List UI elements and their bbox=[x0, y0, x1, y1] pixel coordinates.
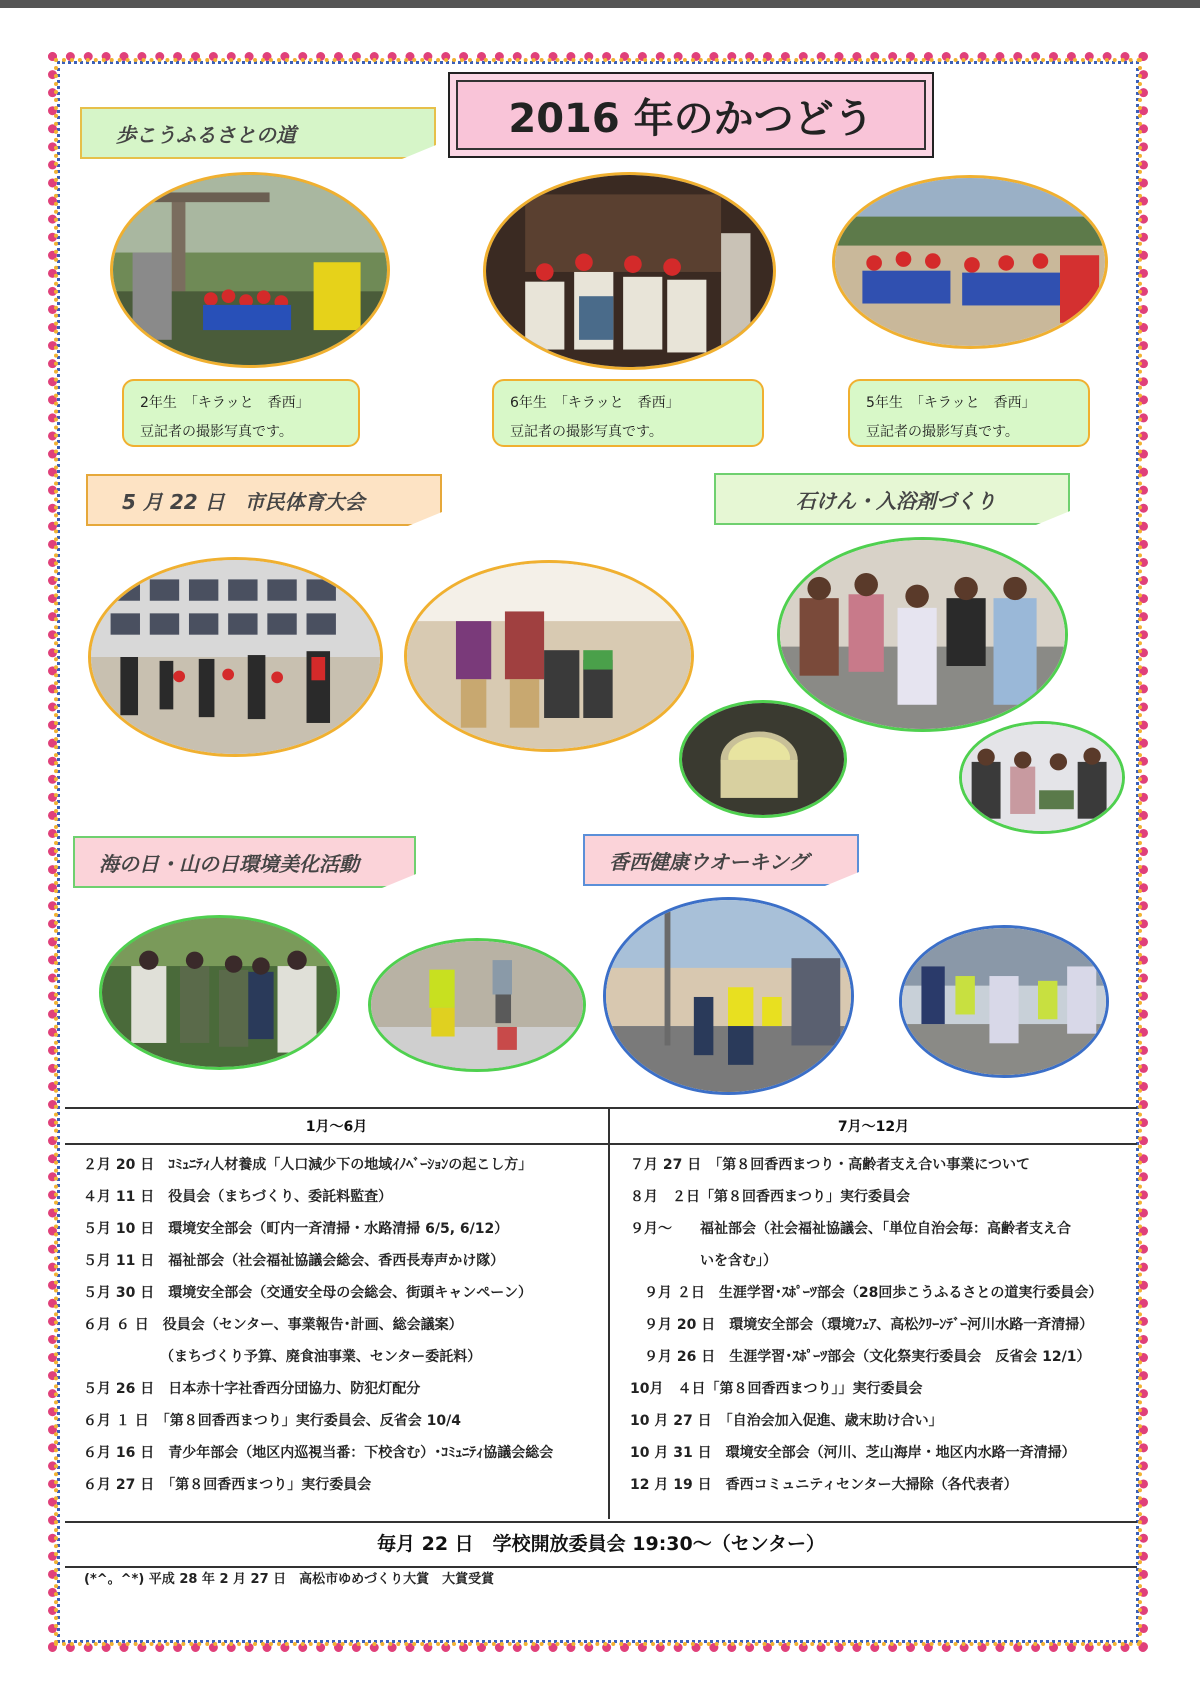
schedule-row: ５月 10 日 環境安全部会（町内一斉清掃・水路清掃 6/5, 6/12） bbox=[83, 1221, 509, 1237]
schedule-row: 10 月 27 日 「自治会加入促進、歳末助け合い」 bbox=[630, 1413, 943, 1429]
section-label-walking: 香西健康ウオーキング bbox=[583, 834, 859, 886]
schedule-row: 10 月 31 日 環境安全部会（河川、芝山海岸・地区内水路一斉清掃） bbox=[630, 1445, 1076, 1461]
schedule-row: ４月 11 日 役員会（まちづくり、委託料監査） bbox=[83, 1189, 393, 1205]
photo-furusato-2 bbox=[483, 172, 776, 370]
photo-sekken-2 bbox=[679, 700, 847, 818]
schedule-row: （まちづくり予算、廃食油事業、センター委託料） bbox=[83, 1349, 482, 1365]
photo-bika-2 bbox=[368, 938, 586, 1072]
caption-line2: 豆記者の撮影写真です。 bbox=[510, 424, 663, 440]
photo-walking-1 bbox=[603, 897, 854, 1095]
caption-line2: 豆記者の撮影写真です。 bbox=[140, 424, 293, 440]
photo-sekken-1 bbox=[777, 537, 1068, 732]
schedule-header-right: 7月～12月 bbox=[610, 1109, 1137, 1145]
award-note: (*^。^*) 平成 28 年 2 月 27 日 高松市ゆめづくり大賞 大賞受賞 bbox=[84, 1572, 495, 1587]
schedule-row: ５月 11 日 福祉部会（社会福祉協議会総会、香西長寿声かけ隊） bbox=[83, 1253, 505, 1269]
schedule-row: ５月 30 日 環境安全部会（交通安全母の会総会、街頭キャンペーン） bbox=[83, 1285, 532, 1301]
schedule-row: ９月 20 日 環境安全部会（環境ﾌｪｱ、高松ｸﾘｰﾝﾃﾞｰ河川水路一斉清掃） bbox=[630, 1317, 1094, 1333]
caption-line1: 2年生 「キラッと 香西」 bbox=[140, 395, 310, 411]
schedule-row: ６月 16 日 青少年部会（地区内巡視当番：下校含む）･ｺﾐｭﾆﾃｨ協議会総会 bbox=[83, 1445, 554, 1461]
top-bar bbox=[0, 0, 1200, 8]
schedule-list-left bbox=[65, 1145, 608, 1501]
photo-furusato-3 bbox=[832, 175, 1108, 349]
schedule-row: ５月 26 日 日本赤十字社香西分団協力、防犯灯配分 bbox=[83, 1381, 421, 1397]
caption-grade2 bbox=[122, 379, 360, 447]
photo-walking-2 bbox=[899, 925, 1109, 1078]
caption-line1: 5年生 「キラッと 香西」 bbox=[866, 395, 1036, 411]
schedule-list-right bbox=[610, 1145, 1137, 1501]
caption-grade6 bbox=[492, 379, 764, 447]
schedule-row: ６月 ６ 日 役員会（センター、事業報告･計画、総会議案） bbox=[83, 1317, 463, 1333]
schedule-row: 12 月 19 日 香西コミュニティセンター大掃除（各代表者） bbox=[630, 1477, 1018, 1493]
schedule-header-left: 1月～6月 bbox=[65, 1109, 608, 1145]
photo-taiikutaikai-1 bbox=[88, 557, 383, 757]
schedule-row: ８月 ２日「第８回香西まつり」実行委員会 bbox=[630, 1189, 910, 1205]
photo-taiikutaikai-2 bbox=[404, 560, 694, 752]
schedule-row: ２月 20 日 ｺﾐｭﾆﾃｨ人材養成「人口減少下の地域ｲﾉﾍﾞｰｼｮﾝの起こし方」 bbox=[83, 1157, 533, 1173]
caption-line2: 豆記者の撮影写真です。 bbox=[866, 424, 1019, 440]
schedule-column-left bbox=[65, 1109, 608, 1519]
schedule-row: いを含む」） bbox=[630, 1253, 777, 1269]
schedule-row: ６月 27 日 「第８回香西まつり」実行委員会 bbox=[83, 1477, 372, 1493]
caption-grade5 bbox=[848, 379, 1090, 447]
schedule-table bbox=[65, 1107, 1137, 1523]
photo-sekken-3 bbox=[959, 721, 1125, 834]
photo-bika-1 bbox=[99, 915, 340, 1070]
caption-line1: 6年生 「キラッと 香西」 bbox=[510, 395, 680, 411]
schedule-row: 10月 ４日「第８回香西まつり」」実行委員会 bbox=[630, 1381, 923, 1397]
schedule-row: ９月 ２日 生涯学習･ｽﾎﾟｰﾂ部会（28回歩こうふるさとの道実行委員会） bbox=[630, 1285, 1103, 1301]
section-label-furusato: 歩こうふるさとの道 bbox=[80, 107, 436, 159]
photo-furusato-1 bbox=[110, 172, 390, 368]
schedule-row: ６月 １ 日 「第８回香西まつり」実行委員会、反省会 10/4 bbox=[83, 1413, 461, 1429]
schedule-row: ７月 27 日 「第８回香西まつり・高齢者支え合い事業について bbox=[630, 1157, 1030, 1173]
schedule-column-right bbox=[610, 1109, 1137, 1519]
monthly-meeting: 毎月 22 日 学校開放委員会 19:30～（センター） bbox=[65, 1518, 1137, 1568]
schedule-row: ９月～ 福祉部会（社会福祉協議会、「単位自治会毎：高齢者支え合 bbox=[630, 1221, 1071, 1237]
section-label-sekken: 石けん・入浴剤づくり bbox=[714, 473, 1070, 525]
schedule-row: ９月 26 日 生涯学習･ｽﾎﾟｰﾂ部会（文化祭実行委員会 反省会 12/1） bbox=[630, 1349, 1091, 1365]
page-title: 2016 年のかつどう bbox=[448, 72, 934, 158]
section-label-taiikutaikai: 5 月 22 日 市民体育大会 bbox=[86, 474, 442, 526]
section-label-bika: 海の日・山の日環境美化活動 bbox=[73, 836, 416, 888]
